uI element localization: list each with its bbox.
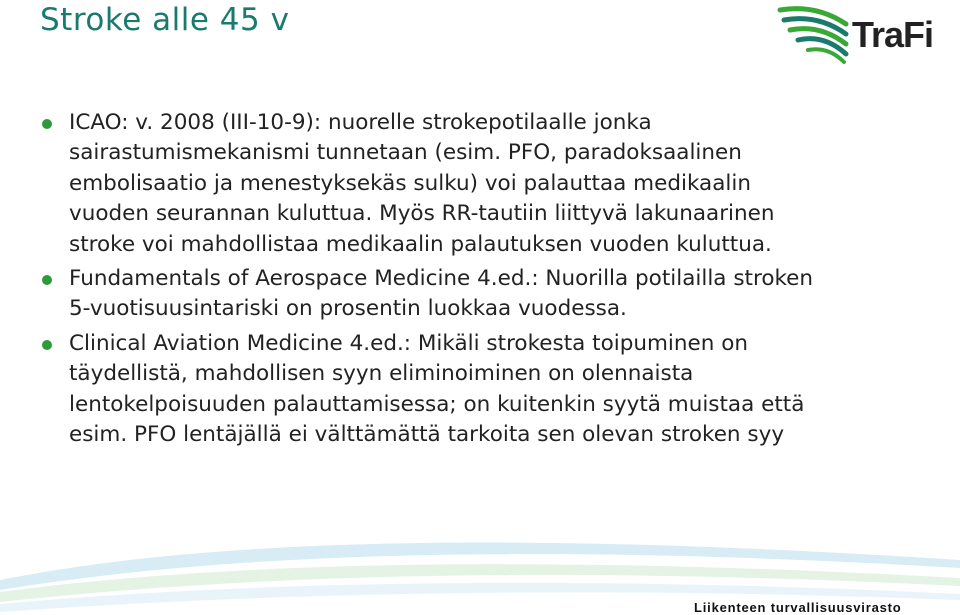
slide-title: Stroke alle 45 v	[40, 2, 290, 38]
trafi-logo-text: TraFi	[852, 14, 934, 55]
bullet-dot-icon	[42, 119, 52, 129]
bullet-text: Fundamentals of Aerospace Medicine 4.ed.: Nuorilla potilailla stroken 5-vuotisuusintariski on prosentin luokkaa vuodessa.	[69, 266, 814, 322]
footer-organization: Liikenteen turvallisuusvirasto	[694, 600, 902, 615]
bullet-item	[42, 329, 832, 451]
bullet-item	[42, 264, 832, 325]
bullet-text: ICAO: v. 2008 (III-10-9): nuorelle strokepotilaalle jonka sairastumismekanismi tunnetaan (esim. PFO, paradoksaalinen embolisaatio ja menestyksekäs sulku) voi palauttaa medikaalin vuoden seurannan kuluttua. Myös RR-tautiin liittyvä lakunaarinen stroke voi mahdollistaa medikaalin palautuksen vuoden kuluttua.	[69, 110, 775, 257]
bullet-item	[42, 108, 832, 260]
bullet-text: Clinical Aviation Medicine 4.ed.: Mikäli strokesta toipuminen on täydellistä, mahdollisen syyn eliminoiminen on olennaista lentokelpoisuuden palauttamisessa; on kuitenkin syytä muistaa että esim. PFO lentäjällä ei välttämättä tarkoita sen olevan stroken syy	[69, 330, 805, 448]
bullet-dot-icon	[42, 275, 52, 285]
bullet-dot-icon	[42, 340, 52, 350]
bullet-list	[42, 108, 832, 454]
